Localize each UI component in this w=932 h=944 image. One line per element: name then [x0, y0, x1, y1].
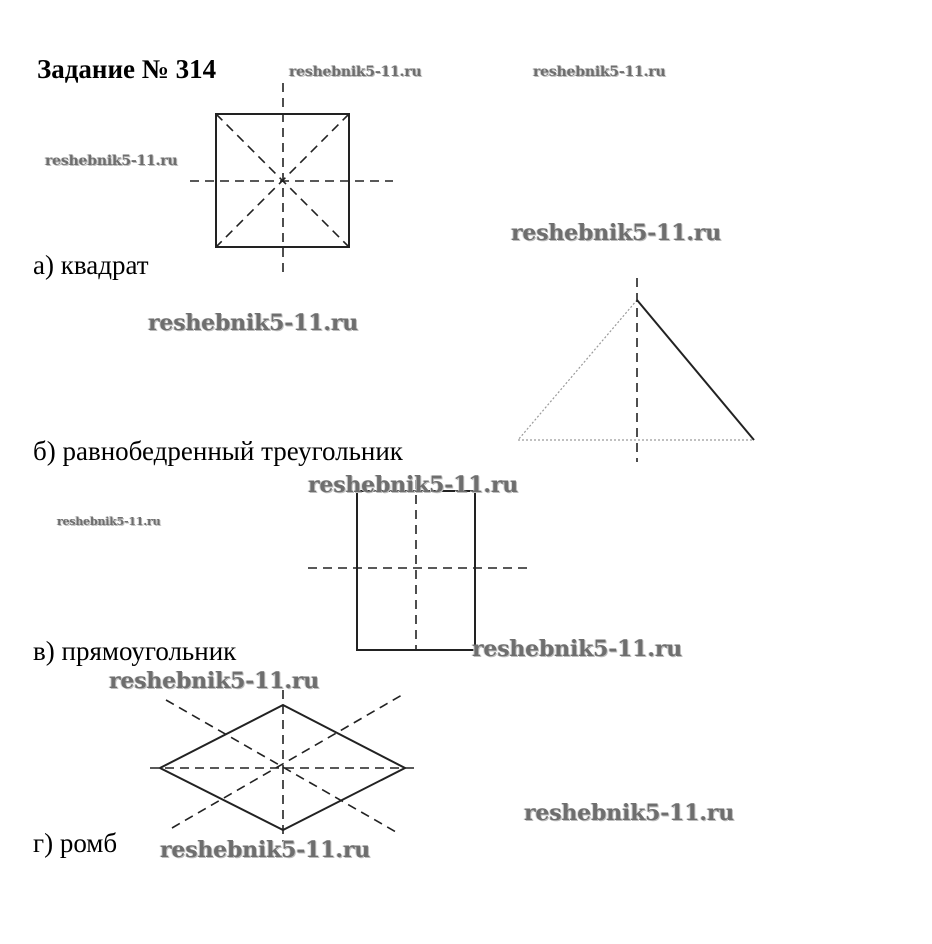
triangle-left-side: [518, 300, 637, 440]
watermark-text: reshebnik5-11.ru: [45, 153, 178, 169]
label-isosceles-triangle: б) равнобедренный треугольник: [33, 436, 403, 466]
watermark-text: reshebnik5-11.ru: [511, 220, 722, 246]
watermark-text: reshebnik5-11.ru: [472, 636, 683, 662]
rectangle-figure: [308, 480, 530, 650]
watermark-text: reshebnik5-11.ru: [160, 837, 371, 863]
task-title: Задание № 314: [37, 54, 217, 84]
watermark-text: reshebnik5-11.ru: [524, 800, 735, 826]
label-rectangle: в) прямоугольник: [33, 636, 237, 666]
triangle-figure: [518, 278, 754, 462]
triangle-right-side: [637, 300, 754, 440]
label-square: а) квадрат: [33, 250, 149, 280]
square-figure: [190, 83, 393, 275]
rhombus-figure: [150, 690, 418, 842]
label-rhombus: г) ромб: [33, 828, 118, 858]
watermark-text: reshebnik5-11.ru: [57, 515, 161, 528]
watermark-text: reshebnik5-11.ru: [308, 472, 519, 498]
watermark-text: reshebnik5-11.ru: [109, 668, 320, 694]
watermark-text: reshebnik5-11.ru: [289, 64, 422, 80]
rhombus-dashed-line-2: [172, 695, 402, 828]
watermark-text: reshebnik5-11.ru: [533, 64, 666, 80]
watermark-text: reshebnik5-11.ru: [148, 310, 359, 336]
